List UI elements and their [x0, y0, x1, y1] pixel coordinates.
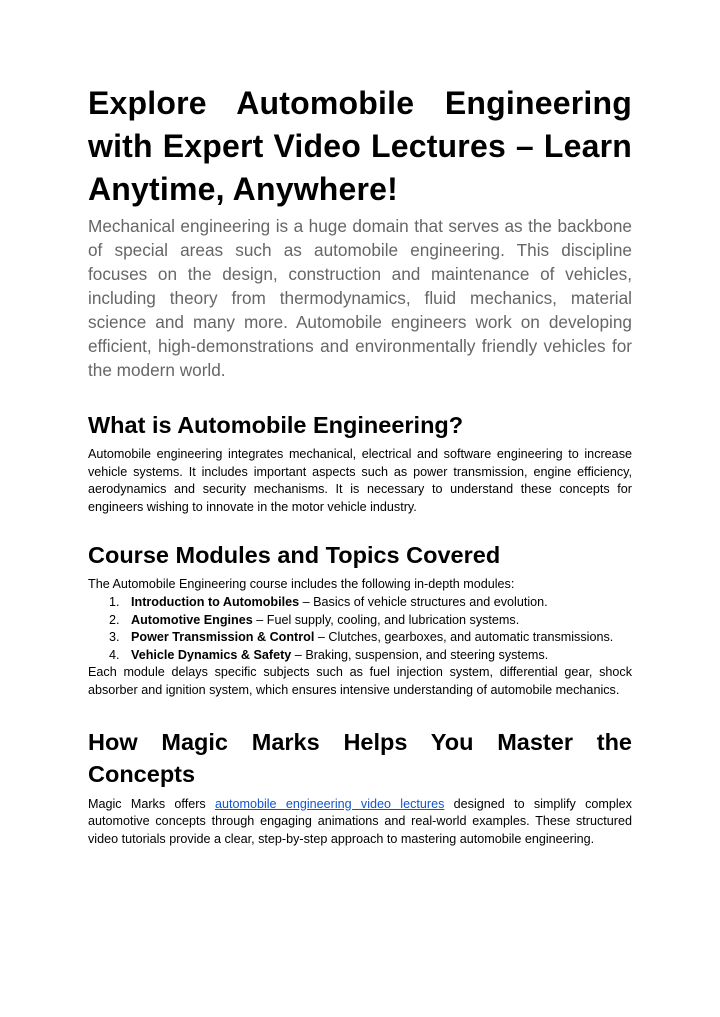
- list-item: [88, 594, 632, 612]
- video-lectures-link[interactable]: automobile engineering video lectures: [214, 796, 445, 811]
- module-title: Vehicle Dynamics & Safety: [131, 647, 292, 662]
- document-page: [88, 82, 632, 848]
- course-outro-text: Each module delays specific subjects such as fuel injection system, differential gear, shock absorber and ignition system, which ensures intensive understanding of automobile mechanics.: [88, 665, 632, 697]
- list-item-number: 4.: [109, 647, 120, 662]
- list-item: [88, 629, 632, 647]
- module-description: – Braking, suspension, and steering systems.: [291, 647, 549, 662]
- module-title: Introduction to Automobiles: [131, 594, 300, 609]
- page-title: Explore Automobile Engineering with Expert Video Lectures – Learn Anytime, Anywhere!: [88, 85, 632, 207]
- section-heading-how-magic-marks: How Magic Marks Helps You Master the Concepts: [88, 728, 632, 787]
- course-intro-text: The Automobile Engineering course includes the following in-depth modules:: [88, 577, 515, 592]
- list-item-number: 3.: [109, 630, 120, 645]
- list-item: [88, 647, 632, 665]
- module-description: – Fuel supply, cooling, and lubrication systems.: [252, 612, 520, 627]
- module-description: – Basics of vehicle structures and evolution.: [299, 594, 548, 609]
- section-heading-course-modules: Course Modules and Topics Covered: [88, 542, 501, 569]
- list-item-number: 1.: [109, 594, 120, 609]
- what-is-paragraph: Automobile engineering integrates mechanical, electrical and software engineering to increase vehicle systems. It includes important aspects such as power transmission, engine efficiency, aerodynamics and security mechanisms. It is necessary to understand these concepts for engineers wishing to innovate in the motor vehicle industry.: [88, 447, 632, 514]
- section-heading-what-is: What is Automobile Engineering?: [88, 412, 464, 438]
- how-paragraph: [88, 796, 632, 849]
- module-description: – Clutches, gearboxes, and automatic transmissions.: [314, 630, 614, 645]
- module-list: [88, 594, 632, 664]
- list-item: [88, 612, 632, 630]
- module-title: Power Transmission & Control: [131, 630, 315, 645]
- list-item-number: 2.: [109, 612, 120, 627]
- how-text-after-link: designed to simplify complex automotive concepts through engaging animations and real-world examples. These structured video tutorials provide a clear, step-by-step approach to mastering automobile engineering.: [88, 796, 632, 846]
- intro-paragraph: Mechanical engineering is a huge domain that serves as the backbone of special areas such as automobile engineering. This discipline focuses on the design, construction and maintenance of vehicles, including theory from thermodynamics, fluid mechanics, material science and many more. Automobile engineers work on developing efficient, high-demonstrations and environmentally friendly vehicles for the modern world.: [88, 216, 632, 380]
- module-title: Automotive Engines: [131, 612, 253, 627]
- how-text-before-link: Magic Marks offers: [88, 796, 215, 811]
